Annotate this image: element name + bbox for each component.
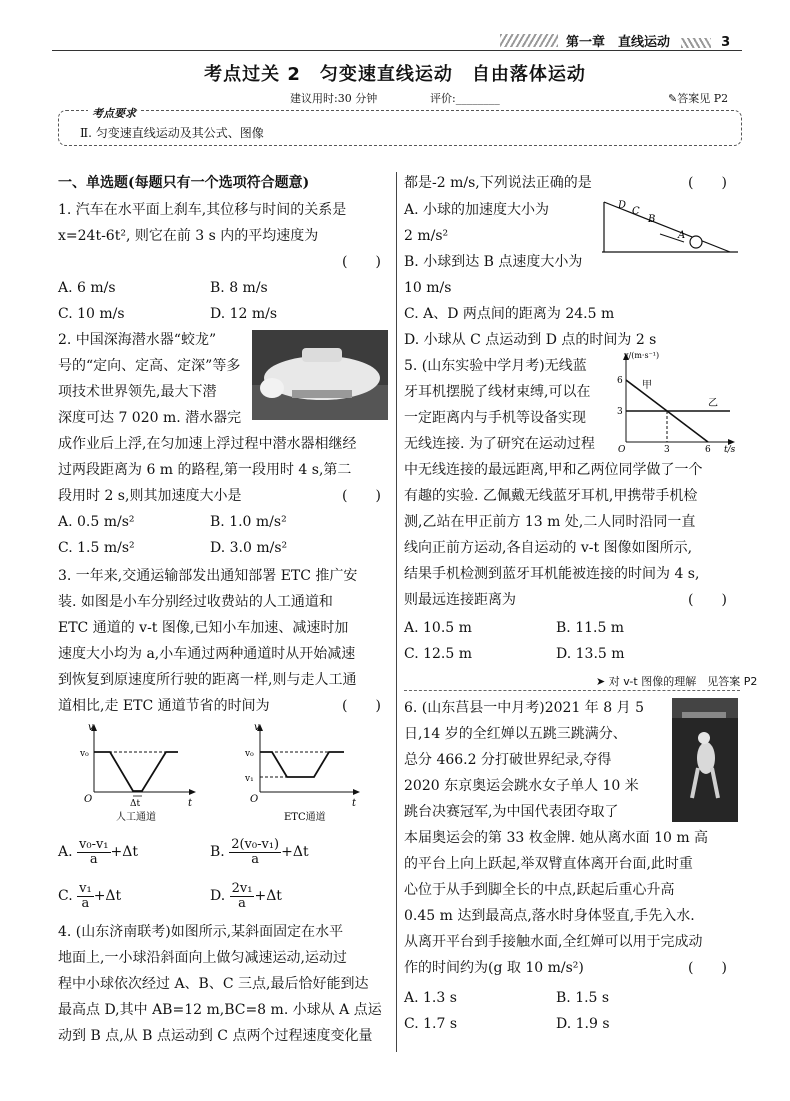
q6-line: 心位于从手到脚全长的中点,跃起后重心升高 xyxy=(404,882,675,898)
manual-dt-label: Δt xyxy=(130,799,141,809)
answer-reference-text: 答案见 P2 xyxy=(677,92,729,105)
q5-y-axis-label: v/(m·s⁻¹) xyxy=(624,351,660,360)
evaluation-field: 评价:________ xyxy=(430,92,500,105)
manual-x-arrow xyxy=(189,789,196,795)
manual-v0-label: v₀ xyxy=(80,749,89,759)
q6-option-a: A. 1.3 s xyxy=(404,990,457,1006)
q1-option-c: C. 10 m/s xyxy=(58,306,125,322)
q5-jia-label: 甲 xyxy=(642,380,652,391)
diver-illustration xyxy=(672,698,738,822)
q3-option-c-tail: +Δt xyxy=(93,888,122,904)
reference-note-text: 对 v-t 图像的理解 见答案 P2 xyxy=(608,675,758,688)
q2-option-c: C. 1.5 m/s² xyxy=(58,540,135,556)
q3-option-d-tail: +Δt xyxy=(254,888,282,904)
q2-line: 深度可达 7 020 m. 潜水器完 xyxy=(58,410,242,426)
q3-line: 3. 一年来,交通运输部发出通知部署 ETC 推广安 xyxy=(58,568,358,584)
q2-line: 号的“定向、定高、定深”等多 xyxy=(58,358,241,374)
point-a-label: A xyxy=(678,230,686,241)
q6-line: 的平台上向上跃起,举双臂直体离开台面,此时重 xyxy=(404,856,693,872)
etc-origin-label: O xyxy=(250,794,259,805)
q6-option-d: D. 1.9 s xyxy=(556,1016,610,1032)
q3-option-a-tail: +Δt xyxy=(110,844,138,860)
requirements-title: 考点要求 xyxy=(88,105,140,121)
ball xyxy=(690,236,702,248)
q5-y-tick-3: 3 xyxy=(617,407,623,417)
q3-answer-bracket: ( ) xyxy=(342,698,381,714)
q3-option-d-label: D. xyxy=(210,888,226,904)
q4-option-a-cont: 2 m/s² xyxy=(404,228,449,244)
q6-line: 2020 东京奥运会跳水女子单人 10 米 xyxy=(404,778,639,794)
submarine-photo xyxy=(252,330,388,420)
page-title: 考点过关 2 匀变速直线运动 自由落体运动 xyxy=(204,64,586,85)
q5-line: 则最远连接距离为 xyxy=(404,592,516,608)
q5-line: 中无线连接的最远距离,甲和乙两位同学做了一个 xyxy=(404,462,703,478)
q3-option-c-fraction xyxy=(77,882,94,911)
q3-option-c xyxy=(58,880,121,912)
chapter-title: 第一章 直线运动 xyxy=(566,35,671,50)
q5-line: 一定距离内与手机等设备实现 xyxy=(404,410,586,426)
q3-option-a xyxy=(58,836,138,868)
q3-option-a-fraction xyxy=(77,838,111,867)
q5-option-c: C. 12.5 m xyxy=(404,646,473,662)
q3-option-a-numerator: v₀-v₁ xyxy=(79,836,109,852)
q2-line: 项技术世界领先,最大下潜 xyxy=(58,384,217,400)
q4-right-line: 都是-2 m/s,下列说法正确的是 xyxy=(404,175,592,191)
q5-line: 结果手机检测到蓝牙耳机能被连接的时间为 4 s, xyxy=(404,566,700,582)
q5-x-tick-6: 6 xyxy=(705,445,711,454)
q2-option-d: D. 3.0 m/s² xyxy=(210,540,288,556)
q3-line: 速度大小均为 a,小车通过两种通道时从开始减速 xyxy=(58,646,356,662)
q3-option-b-label: B. xyxy=(210,844,225,860)
etc-lane-vt-graph xyxy=(242,722,362,822)
q3-line: ETC 通道的 v-t 图像,已知小车加速、减速时加 xyxy=(58,620,349,636)
q3-line: 道相比,走 ETC 通道节省的时间为 xyxy=(58,698,270,714)
q3-option-c-label: C. xyxy=(58,888,73,904)
etc-v-label: v xyxy=(254,722,260,733)
q2-line: 段用时 2 s,则其加速度大小是 xyxy=(58,488,242,504)
q1-option-b: B. 8 m/s xyxy=(210,280,268,296)
q1-option-a: A. 6 m/s xyxy=(58,280,116,296)
q5-line: 线向正前方运动,各自运动的 v-t 图像如图所示, xyxy=(404,540,693,556)
q1-line: x=24t-6t², 则它在前 3 s 内的平均速度为 xyxy=(58,228,319,244)
q5-option-b: B. 11.5 m xyxy=(556,620,625,636)
q5-y-tick-6: 6 xyxy=(617,376,623,386)
etc-v0-label: v₀ xyxy=(245,749,254,759)
q4-option-b: B. 小球到达 B 点速度大小为 xyxy=(404,254,583,270)
manual-t-label: t xyxy=(188,798,193,809)
q5-vt-graph xyxy=(612,350,742,454)
q2-option-b: B. 1.0 m/s² xyxy=(210,514,287,530)
q2-answer-bracket: ( ) xyxy=(342,488,381,504)
q3-option-c-numerator: v₁ xyxy=(79,880,92,896)
page-number: 3 xyxy=(721,35,731,50)
q6-line: 0.45 m 达到最高点,落水时身体竖直,手先入水. xyxy=(404,908,695,924)
q3-option-d-numerator: 2v₁ xyxy=(231,880,253,896)
section-heading: 一、单选题(每题只有一个选项符合题意) xyxy=(58,175,310,191)
point-b-label: B xyxy=(648,214,656,225)
q6-option-b: B. 1.5 s xyxy=(556,990,610,1006)
q1-answer-bracket: ( ) xyxy=(342,254,381,270)
q1-line: 1. 汽车在水平面上刹车,其位移与时间的关系是 xyxy=(58,202,347,218)
header-stripes-right xyxy=(681,38,711,48)
reference-note xyxy=(596,673,757,689)
q4-answer-bracket: ( ) xyxy=(688,175,727,191)
manual-lane-vt-graph xyxy=(78,722,198,822)
q4-line: 地面上,一小球沿斜面向上做匀减速运动,运动过 xyxy=(58,950,347,966)
q3-option-d-denominator: a xyxy=(238,895,246,911)
q2-option-a: A. 0.5 m/s² xyxy=(58,514,135,530)
reference-rule xyxy=(404,690,740,691)
pencil-icon: ✎ xyxy=(668,92,678,105)
etc-t-label: t xyxy=(352,798,357,809)
q6-option-c: C. 1.7 s xyxy=(404,1016,458,1032)
q3-option-b-fraction xyxy=(229,838,281,867)
q5-option-d: D. 13.5 m xyxy=(556,646,625,662)
q3-option-d xyxy=(210,880,282,912)
q4-option-c: C. A、D 两点间的距离为 24.5 m xyxy=(404,306,615,322)
q6-line: 日,14 岁的全红婵以五跳三跳满分、 xyxy=(404,726,627,742)
q5-line: 有趣的实验. 乙佩戴无线蓝牙耳机,甲携带手机检 xyxy=(404,488,698,504)
q3-line: 装. 如图是小车分别经过收费站的人工通道和 xyxy=(58,594,333,610)
q4-option-d: D. 小球从 C 点运动到 D 点的时间为 2 s xyxy=(404,332,657,348)
point-d-label: D xyxy=(618,200,627,211)
q5-line: 无线连接. 为了研究在运动过程 xyxy=(404,436,595,452)
q5-option-a: A. 10.5 m xyxy=(404,620,472,636)
incline-figure xyxy=(600,194,740,258)
point-c-label: C xyxy=(632,206,640,217)
q3-option-d-fraction xyxy=(230,882,255,911)
q2-line: 成作业后上浮,在匀加速上浮过程中潜水器相继经 xyxy=(58,436,357,452)
etc-lane-caption: ETC通道 xyxy=(284,812,326,822)
q5-line: 5. (山东实验中学月考)无线蓝 xyxy=(404,358,587,374)
q3-option-b-numerator: 2(v₀-v₁) xyxy=(231,836,280,852)
header-rule xyxy=(52,50,742,51)
submarine-illustration xyxy=(252,330,388,420)
q3-option-b xyxy=(210,836,309,868)
etc-vt-curve xyxy=(260,752,344,777)
column-divider xyxy=(396,172,397,1052)
etc-v1-label: v₁ xyxy=(245,774,254,784)
q3-option-a-label: A. xyxy=(58,844,73,860)
q6-line: 从离开平台到手接触水面,全红婵可以用于完成动 xyxy=(404,934,703,950)
q5-line: 测,乙站在甲正前方 13 m 处,二人同时沿同一直 xyxy=(404,514,696,530)
q4-line: 最高点 D,其中 AB=12 m,BC=8 m. 小球从 A 点运 xyxy=(58,1002,382,1018)
chapter-header xyxy=(566,31,730,50)
diver-photo xyxy=(672,698,738,822)
arrow-icon: ➤ xyxy=(596,675,606,688)
q3-option-b-tail: +Δt xyxy=(281,844,309,860)
q6-line: 6. (山东莒县一中月考)2021 年 8 月 5 xyxy=(404,700,644,716)
q3-option-a-denominator: a xyxy=(89,851,98,867)
q4-line: 动到 B 点,从 B 点运动到 C 点两个过程速度变化量 xyxy=(58,1028,373,1044)
q2-line: 过两段距离为 6 m 的路程,第一段用时 4 s,第二 xyxy=(58,462,352,478)
q5-x-tick-3: 3 xyxy=(664,445,670,454)
q4-line: 程中小球依次经过 A、B、C 三点,最后恰好能到达 xyxy=(58,976,369,992)
q2-line: 2. 中国深海潜水器“蛟龙” xyxy=(58,332,217,348)
q6-line: 本届奥运会的第 33 枚金牌. 她从离水面 10 m 高 xyxy=(404,830,709,846)
q3-option-c-denominator: a xyxy=(81,895,90,911)
q4-line: 4. (山东济南联考)如图所示,某斜面固定在水平 xyxy=(58,924,344,940)
q6-line: 总分 466.2 分打破世界纪录,夺得 xyxy=(404,752,612,768)
q3-line: 到恢复到原速度所行驶的距离一样,则与走人工通 xyxy=(58,672,357,688)
q5-x-axis-label: t/s xyxy=(724,445,736,454)
answer-reference xyxy=(668,90,728,106)
manual-vt-curve xyxy=(94,752,178,791)
q5-yi-label: 乙 xyxy=(708,398,718,409)
header-decoration xyxy=(500,34,558,47)
manual-origin-label: O xyxy=(84,794,93,805)
suggested-time: 建议用时:30 分钟 xyxy=(290,92,378,105)
manual-v-label: v xyxy=(88,722,94,733)
q1-option-d: D. 12 m/s xyxy=(210,306,278,322)
q3-option-b-denominator: a xyxy=(251,851,260,867)
q5-line: 牙耳机摆脱了线材束缚,可以在 xyxy=(404,384,591,400)
q6-line: 跳台决赛冠军,为中国代表团夺取了 xyxy=(404,804,619,820)
q5-answer-bracket: ( ) xyxy=(688,592,727,608)
q4-option-b-cont: 10 m/s xyxy=(404,280,452,296)
etc-x-arrow xyxy=(353,789,360,795)
q4-option-a: A. 小球的加速度大小为 xyxy=(404,202,550,218)
requirements-text: Ⅱ. 匀变速直线运动及其公式、图像 xyxy=(80,126,264,140)
q6-answer-bracket: ( ) xyxy=(688,960,727,976)
q5-origin-label: O xyxy=(618,445,626,454)
q6-line: 作的时间约为(g 取 10 m/s²) xyxy=(404,960,584,976)
manual-lane-caption: 人工通道 xyxy=(116,812,156,822)
